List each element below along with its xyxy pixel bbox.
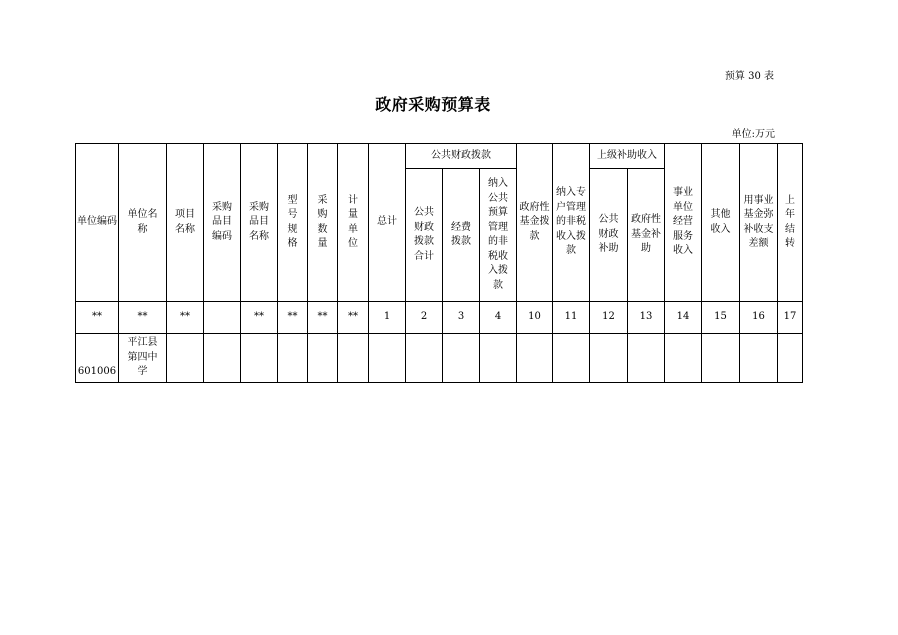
col-header-unit-name: 单位名称 <box>119 144 167 302</box>
index-cell: 3 <box>443 302 480 334</box>
index-cell: ** <box>241 302 278 334</box>
table-row <box>76 334 803 383</box>
index-cell: 14 <box>665 302 702 334</box>
col-group-superior-subsidy: 上级补助收入 <box>590 144 665 169</box>
table-cell <box>480 334 517 383</box>
index-cell: 1 <box>369 302 406 334</box>
table-cell <box>665 334 702 383</box>
table-cell <box>308 334 338 383</box>
col-header-item-code: 采购品目编码 <box>204 144 241 302</box>
col-header-business-income: 事业单位经营服务收入 <box>665 144 702 302</box>
index-cell: 13 <box>628 302 665 334</box>
col-header-item-name: 采购品目名称 <box>241 144 278 302</box>
table-cell <box>517 334 553 383</box>
col-group-public-finance: 公共财政拨款 <box>406 144 517 169</box>
index-cell: 16 <box>740 302 778 334</box>
col-header-public-finance-subsidy: 公共财政补助 <box>590 169 628 302</box>
col-header-project-name: 项目名称 <box>167 144 204 302</box>
header-row-1 <box>76 144 803 169</box>
table-cell <box>167 334 204 383</box>
table-number: 预算 30 表 <box>724 71 774 82</box>
col-header-nontax-public-budget: 纳入公共预算管理的非税收入拨款 <box>480 169 517 302</box>
index-row <box>76 302 803 334</box>
col-header-gov-fund: 政府性基金拨款 <box>517 144 553 302</box>
index-cell: 2 <box>406 302 443 334</box>
col-header-other-income: 其他收入 <box>702 144 740 302</box>
table-cell <box>241 334 278 383</box>
table-cell <box>443 334 480 383</box>
index-cell: ** <box>119 302 167 334</box>
table-cell <box>406 334 443 383</box>
col-header-model-spec: 型号规格 <box>278 144 308 302</box>
table-cell <box>590 334 628 383</box>
table-cell <box>702 334 740 383</box>
col-header-unit-code: 单位编码 <box>76 144 119 302</box>
table-cell <box>628 334 665 383</box>
index-cell: ** <box>278 302 308 334</box>
col-header-last-year-carryover: 上年结转 <box>778 144 803 302</box>
index-cell: ** <box>338 302 369 334</box>
table-cell <box>778 334 803 383</box>
index-cell: 4 <box>480 302 517 334</box>
table-cell <box>369 334 406 383</box>
index-cell <box>204 302 241 334</box>
page-title: 政府采购预算表 <box>375 95 491 114</box>
index-cell: 10 <box>517 302 553 334</box>
cell-unit-name: 平江县第四中学 <box>119 334 167 383</box>
table-cell <box>204 334 241 383</box>
index-cell: 15 <box>702 302 740 334</box>
col-header-public-finance-subtotal: 公共财政拨款合计 <box>406 169 443 302</box>
index-cell: ** <box>167 302 204 334</box>
col-header-nontax-special: 纳入专户管理的非税收入拨款 <box>553 144 590 302</box>
index-cell: 17 <box>778 302 803 334</box>
table-cell <box>278 334 308 383</box>
col-header-gov-fund-subsidy: 政府性基金补助 <box>628 169 665 302</box>
index-cell: ** <box>308 302 338 334</box>
index-cell: ** <box>76 302 119 334</box>
col-header-operating-funds: 经费拨款 <box>443 169 480 302</box>
table-cell <box>338 334 369 383</box>
cell-unit-code: 601006 <box>76 334 119 383</box>
index-cell: 12 <box>590 302 628 334</box>
col-header-quantity: 采购数量 <box>308 144 338 302</box>
budget-table <box>75 143 803 383</box>
table-cell <box>740 334 778 383</box>
table-cell <box>553 334 590 383</box>
col-header-total: 总计 <box>369 144 406 302</box>
col-header-business-fund-offset: 用事业基金弥补收支差额 <box>740 144 778 302</box>
index-cell: 11 <box>553 302 590 334</box>
unit-label: 单位:万元 <box>731 129 775 140</box>
col-header-measure-unit: 计量单位 <box>338 144 369 302</box>
